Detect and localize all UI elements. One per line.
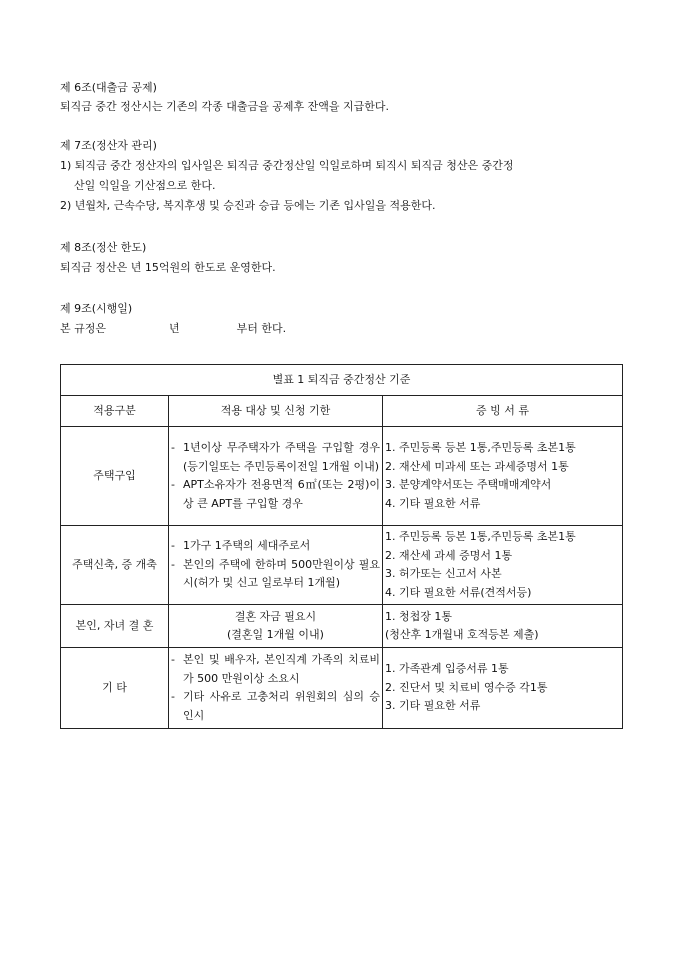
- table-row: [61, 648, 623, 729]
- row-category: 주택구입: [61, 427, 169, 526]
- article-6-text: 퇴직금 중간 정산시는 기존의 각종 대출금을 공제후 잔액을 지급한다.: [60, 100, 389, 113]
- row-documents: [383, 427, 623, 526]
- effective-prefix: 본 규정은: [60, 322, 107, 335]
- document-item: 1. 청첩장 1통: [385, 609, 452, 623]
- row-conditions: [169, 427, 383, 526]
- condition-line: (결혼일 1개월 이내): [227, 628, 324, 641]
- row-documents: [383, 648, 623, 729]
- document-item: 1. 가족관계 입증서류 1통: [385, 662, 509, 676]
- document-item: 3. 기타 필요한 서류: [385, 699, 481, 713]
- effective-suffix: 부터 한다.: [236, 322, 287, 335]
- condition-item: - 본인 및 배우자, 본인직계 가족의 치료비가 500 만원이상 소요시: [171, 651, 380, 688]
- article-7-item-1: 1) 퇴직금 중간 정산자의 입사일은 퇴직금 중간정산일 익일로하며 퇴직시 퇴직금 청산은 중간정: [60, 159, 514, 172]
- document-item: 3. 허가또는 신고서 사본: [385, 567, 502, 580]
- table-row: [61, 526, 623, 605]
- document-item: 4. 기타 필요한 서류(견적서등): [385, 585, 532, 599]
- document-item: 3. 분양계약서또는 주택매매계약서: [385, 478, 552, 491]
- row-conditions: [169, 648, 383, 729]
- table-header-row: [61, 396, 623, 427]
- condition-item: - 1년이상 무주택자가 주택을 구입할 경우(등기일또는 주민등록이전일 1개월 이내): [171, 439, 380, 476]
- settlement-criteria-table: [60, 364, 623, 729]
- document-item: 4. 기타 필요한 서류: [385, 496, 481, 510]
- document-item: 1. 주민등록 등본 1통,주민등록 초본1통: [385, 530, 576, 543]
- condition-item: - 본인의 주택에 한하며 500만원이상 필요시(허가 및 신고 일로부터 1개월): [171, 556, 380, 593]
- header-category: 적용구분: [61, 396, 169, 427]
- table-caption-row: [61, 365, 623, 396]
- condition-item: - 기타 사유로 고충처리 위원회의 심의 승인시: [171, 688, 380, 725]
- header-conditions: 적용 대상 및 신청 기한: [169, 396, 383, 427]
- document-item: 2. 진단서 및 치료비 영수증 각1통: [385, 680, 548, 694]
- row-category: 기 타: [61, 648, 169, 729]
- row-documents: [383, 526, 623, 605]
- header-documents: 증 빙 서 류: [383, 396, 623, 427]
- row-category: 본인, 자녀 결 혼: [61, 605, 169, 648]
- document-item: 2. 재산세 미과세 또는 과세증명서 1통: [385, 459, 569, 473]
- condition-item: - 1가구 1주택의 세대주로서: [171, 537, 380, 556]
- condition-item: - APT소유자가 전용면적 6㎡(또는 2평)이상 큰 APT를 구입할 경우: [171, 476, 380, 513]
- article-6-title: 제 6조(대출금 공제): [60, 81, 157, 94]
- table-row: [61, 427, 623, 526]
- article-9-text: [60, 321, 286, 337]
- row-category: 주택신축, 증 개축: [61, 526, 169, 605]
- row-conditions: [169, 526, 383, 605]
- table-caption: 별표 1 퇴직금 중간정산 기준: [61, 365, 623, 396]
- document-item: (청산후 1개월내 호적등본 제출): [385, 628, 539, 641]
- article-8-title: 제 8조(정산 한도): [60, 241, 147, 254]
- article-7-item-1-cont: 산일 익일을 기산점으로 한다.: [60, 179, 216, 192]
- article-7-title: 제 7조(정산자 관리): [60, 139, 157, 152]
- row-documents: [383, 605, 623, 648]
- article-9-title: 제 9조(시행일): [60, 302, 133, 315]
- effective-year: 년: [169, 322, 180, 335]
- condition-line: 결혼 자금 필요시: [234, 609, 317, 623]
- table-row: [61, 605, 623, 648]
- document-item: 2. 재산세 과세 증명서 1통: [385, 548, 513, 562]
- document-item: 1. 주민등록 등본 1통,주민등록 초본1통: [385, 441, 576, 454]
- article-7-item-2: 2) 년월차, 근속수당, 복지후생 및 승진과 승급 등에는 기존 입사일을 적용한다.: [60, 199, 436, 212]
- row-conditions: [169, 605, 383, 648]
- article-8-text: 퇴직금 정산은 년 15억원의 한도로 운영한다.: [60, 261, 276, 274]
